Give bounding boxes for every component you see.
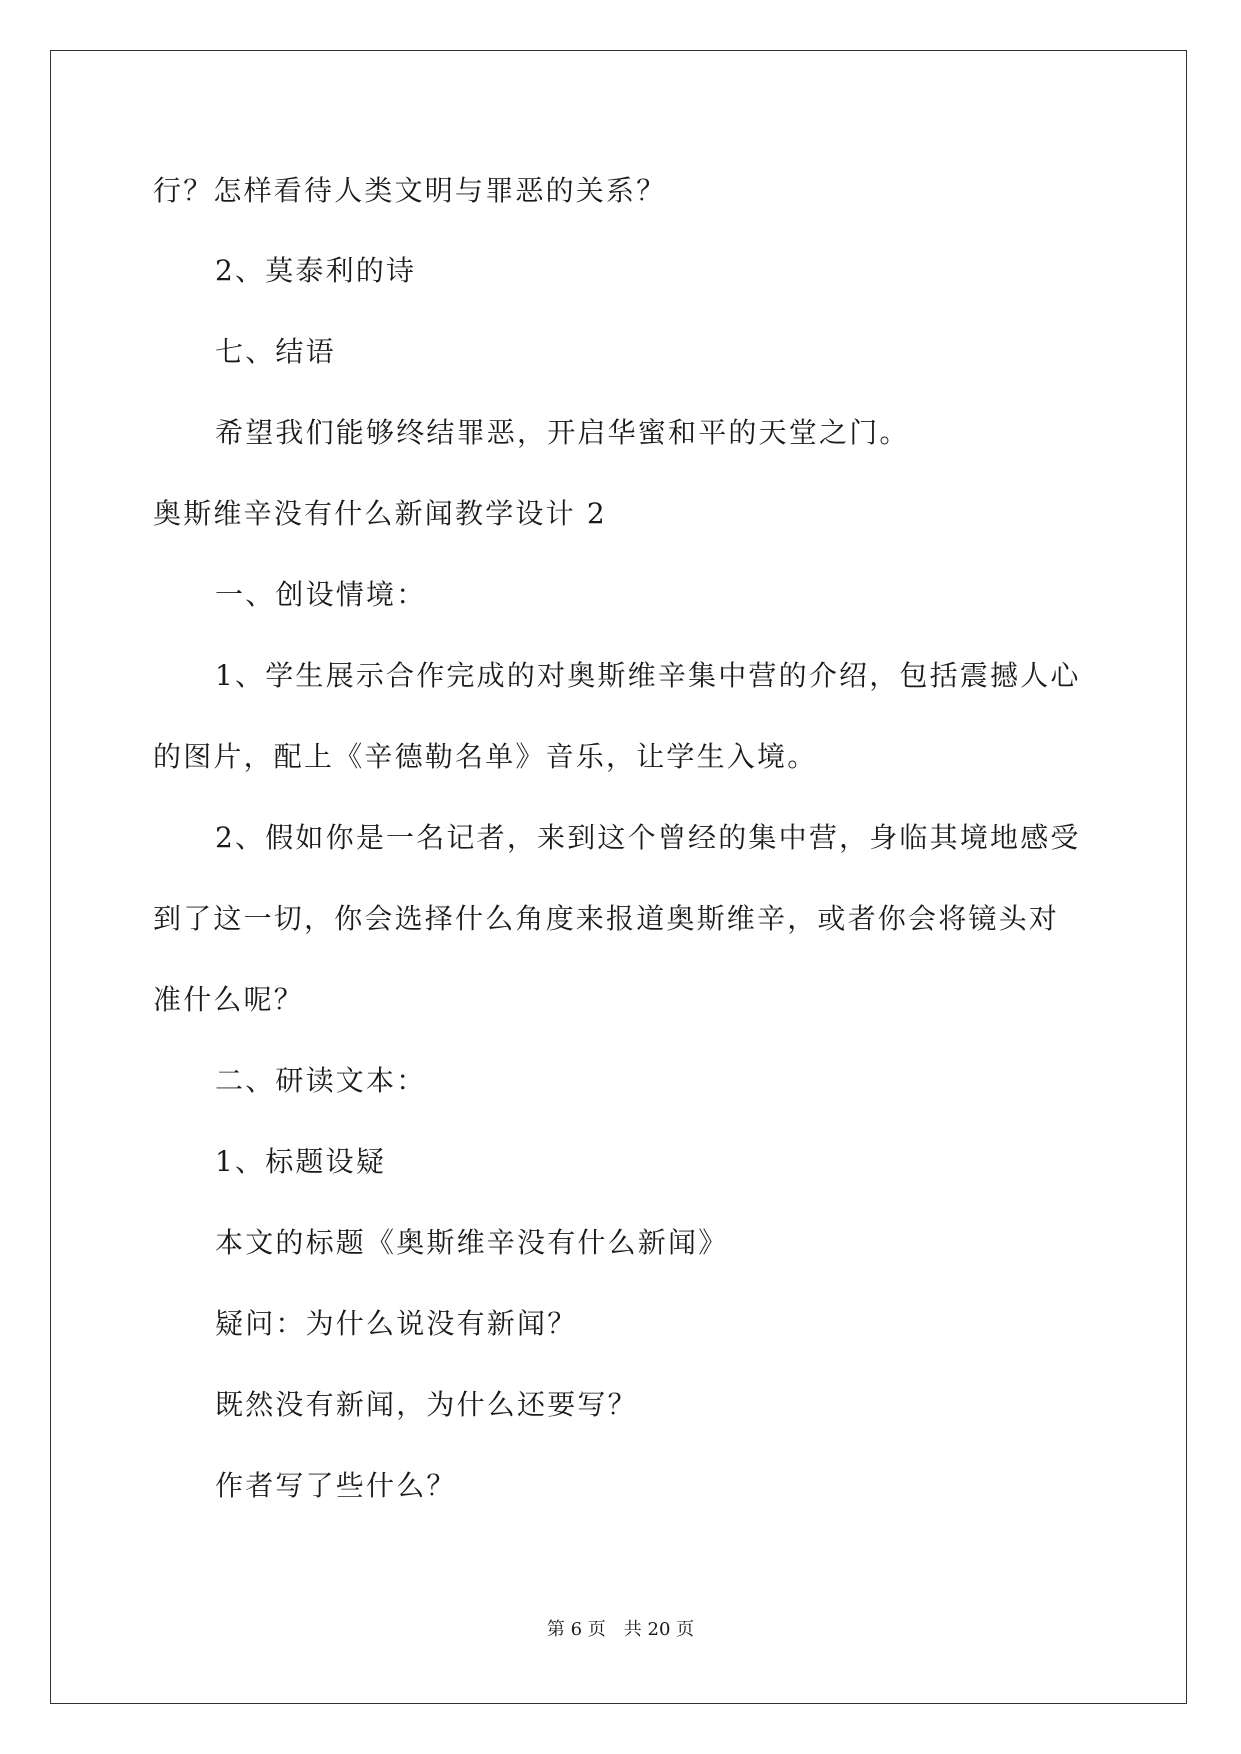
document-subtitle: 奥斯维辛没有什么新闻教学设计 2 <box>153 497 607 530</box>
body-line: 1、标题设疑 <box>215 1145 387 1178</box>
page-total: 共 20 页 <box>623 1619 695 1640</box>
body-line: 本文的标题《奥斯维辛没有什么新闻》 <box>215 1226 729 1259</box>
page-border <box>50 50 1187 1704</box>
body-line: 的图片，配上《辛德勒名单》音乐，让学生入境。 <box>153 740 818 773</box>
section-heading: 二、研读文本： <box>215 1064 427 1097</box>
body-line: 疑问：为什么说没有新闻？ <box>215 1307 578 1340</box>
body-line: 到了这一切，你会选择什么角度来报道奥斯维辛，或者你会将镜头对 <box>153 902 1060 935</box>
body-line: 2、莫泰利的诗 <box>215 254 417 287</box>
body-line: 2、假如你是一名记者，来到这个曾经的集中营，身临其境地感受 <box>215 821 1081 854</box>
body-line: 既然没有新闻，为什么还要写？ <box>215 1388 638 1421</box>
body-line: 准什么呢？ <box>153 983 305 1016</box>
section-heading: 一、创设情境： <box>215 578 427 611</box>
page-footer <box>0 1620 1241 1640</box>
section-heading: 七、结语 <box>215 335 336 368</box>
page-number: 第 6 页 <box>546 1619 606 1640</box>
body-line: 作者写了些什么？ <box>215 1469 457 1502</box>
body-line: 1、学生展示合作完成的对奥斯维辛集中营的介绍，包括震撼人心 <box>215 659 1081 692</box>
body-line: 希望我们能够终结罪恶，开启华蜜和平的天堂之门。 <box>215 416 910 449</box>
body-line: 行？怎样看待人类文明与罪恶的关系？ <box>153 174 667 207</box>
